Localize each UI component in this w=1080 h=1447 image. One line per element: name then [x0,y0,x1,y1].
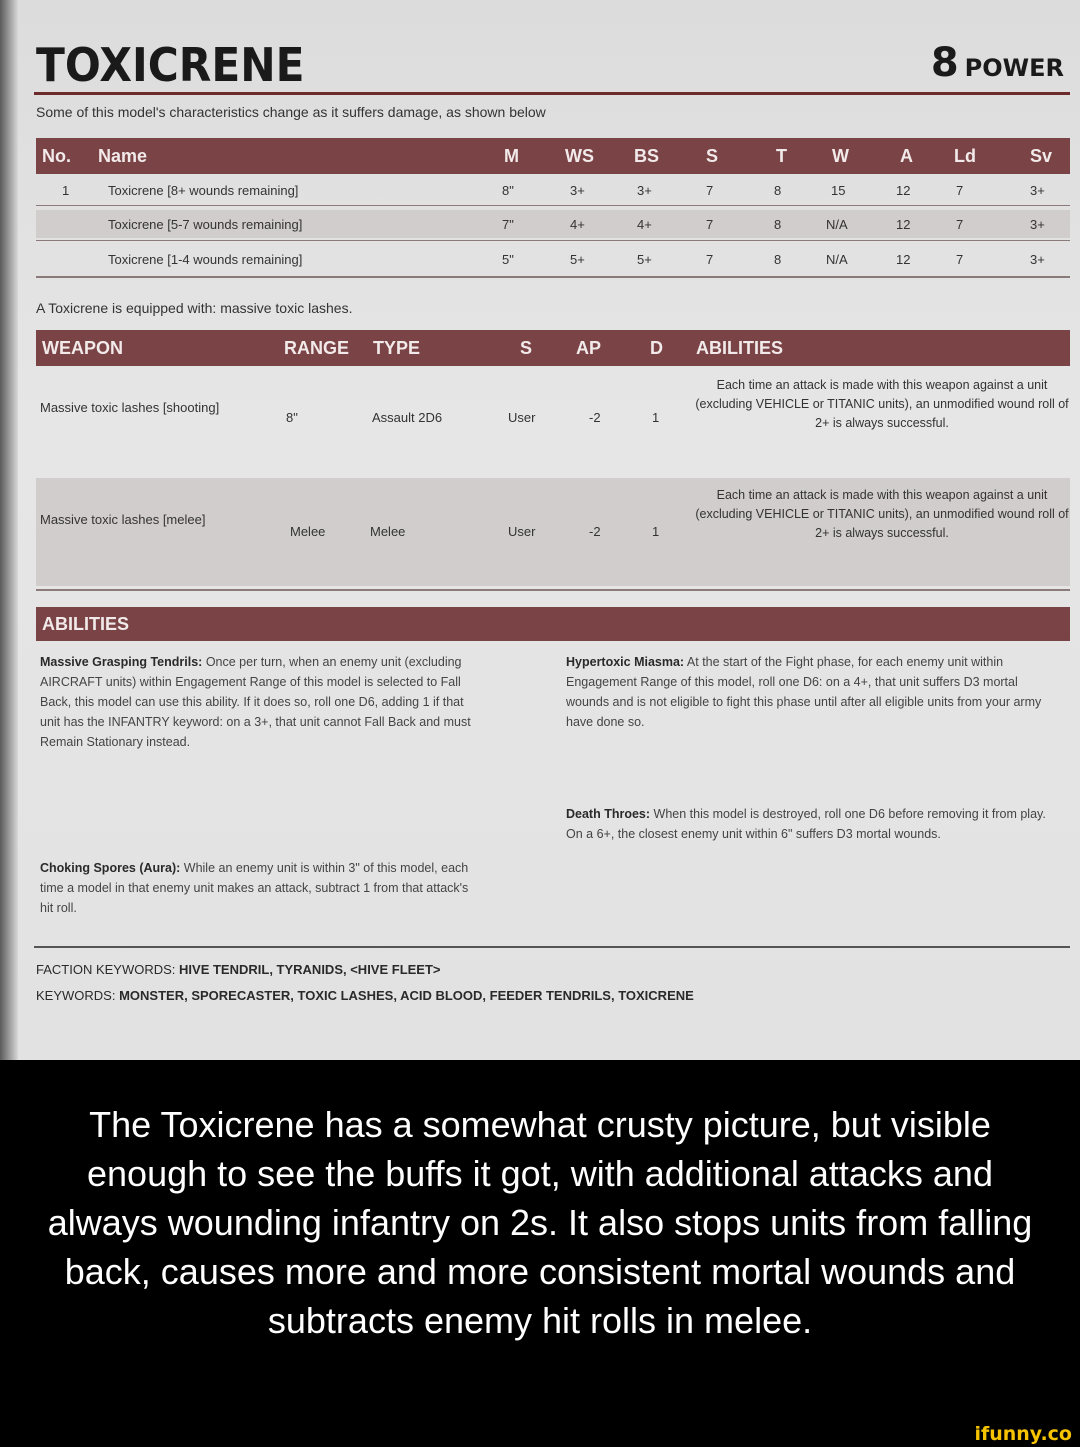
weapon-ap: -2 [589,410,601,425]
weapon-name: Massive toxic lashes [shooting] [40,400,220,415]
stat-w: N/A [826,217,848,232]
stat-bs: 4+ [637,217,652,232]
stat-s: 7 [706,217,714,232]
stat-sv: 3+ [1030,252,1045,267]
stat-m: 7" [502,217,514,232]
stat-header-bar [36,138,1070,174]
stat-header-ws: WS [565,146,594,166]
weapon-header-range: RANGE [284,338,350,358]
faction-keywords-value: HIVE TENDRIL, TYRANIDS, <HIVE FLEET> [179,962,441,977]
ability-text: At the start of the Fight phase, for each enemy unit within Engagement Range of this model, roll one D6: on a 4+, that unit suffers D3 mortal wounds and is not eligible to fight this phase until after all eligible units from your army have done so. [566,655,1042,729]
keywords [36,988,694,1003]
stat-header-a: A [900,146,913,166]
stat-header-s: S [706,146,719,166]
weapon-abilities: Each time an attack is made with this weapon against a unit (excluding VEHICLE or TITANIC units), an unmodified wound roll of 2+ is always successful. [695,378,1069,430]
stat-m: 5" [502,252,514,267]
ability-hypertoxic-miasma [566,652,1046,732]
ability-name: Hypertoxic Miasma: [566,655,685,669]
stat-a: 12 [896,183,911,198]
title-divider [34,92,1070,95]
stat-row [36,245,1070,273]
weapon-header-type: TYPE [373,338,421,358]
stat-row [36,210,1070,238]
stat-t: 8 [774,183,782,198]
stat-t: 8 [774,217,782,232]
ability-text: Once per turn, when an enemy unit (excluding AIRCRAFT units) within Engagement Range of this model is selected to Fall Back, this model can use this ability. If it does so, roll one D6, adding 1 if that unit has the INFANTRY keyword: on a 3+, that unit cannot Fall Back and must Remain Stationary instead. [40,655,471,749]
weapon-row [36,368,1070,476]
stat-ld: 7 [956,217,964,232]
weapon-abilities: Each time an attack is made with this weapon against a unit (excluding VEHICLE or TITANIC units), an unmodified wound roll of 2+ is always successful. [695,488,1069,540]
weapon-strength: User [508,524,536,539]
stat-header-sv: Sv [1030,146,1053,166]
stat-m: 8" [502,183,514,198]
abilities-header: ABILITIES [42,614,130,634]
stat-w: 15 [831,183,846,198]
stat-sv: 3+ [1030,183,1045,198]
row-divider [36,589,1070,591]
ability-text: When this model is destroyed, roll one D6 before removing it from play. On a 6+, the closest enemy unit within 6" suffers D3 mortal wounds. [566,807,1046,841]
weapon-header-s: S [520,338,533,358]
power-rating [931,40,1064,86]
stat-header-m: M [504,146,519,166]
stat-ld: 7 [956,183,964,198]
ability-name: Death Throes: [566,807,651,821]
stat-header-ld: Ld [954,146,976,166]
keywords-label: KEYWORDS: [36,988,116,1003]
weapon-row [36,478,1070,586]
weapon-header-ap: AP [576,338,602,358]
equipment-note: A Toxicrene is equipped with: massive toxic lashes. [36,300,353,316]
stat-name: Toxicrene [8+ wounds remaining] [108,183,299,198]
stat-sv: 3+ [1030,217,1045,232]
stat-a: 12 [896,217,911,232]
stat-bs: 5+ [637,252,652,267]
stat-s: 7 [706,252,714,267]
stat-header-no: No. [42,146,71,166]
weapon-type: Melee [370,524,406,539]
stat-bs: 3+ [637,183,652,198]
weapon-range: 8" [286,410,298,425]
stat-ws: 3+ [570,183,585,198]
ability-massive-grasping-tendrils [40,652,480,752]
weapon-range: Melee [290,524,326,539]
unit-title: TOXICRENE [36,38,305,92]
stat-header-name: Name [98,146,148,166]
weapon-type: Assault 2D6 [372,410,443,425]
stat-t: 8 [774,252,782,267]
row-divider [36,240,1070,241]
weapon-name: Massive toxic lashes [melee] [40,512,206,527]
stat-ws: 5+ [570,252,585,267]
damage-note: Some of this model's characteristics change as it suffers damage, as shown below [36,104,546,120]
weapon-damage: 1 [652,410,660,425]
stat-ws: 4+ [570,217,585,232]
ability-name: Massive Grasping Tendrils: [40,655,203,669]
keywords-divider [34,946,1070,948]
stat-row [36,176,1070,204]
abilities-header-bar [36,607,1070,641]
row-divider [36,276,1070,278]
stat-ld: 7 [956,252,964,267]
faction-keywords [36,962,441,977]
weapon-header-abilities: ABILITIES [696,338,784,358]
power-value: 8 [930,40,959,86]
power-label: POWER [964,54,1064,82]
ifunny-watermark: ifunny.co [974,1423,1072,1445]
stat-header-t: T [776,146,787,166]
weapon-damage: 1 [652,524,660,539]
stat-s: 7 [706,183,714,198]
card-torn-edge [0,0,18,1060]
ability-name: Choking Spores (Aura): [40,861,181,875]
weapon-header-d: D [650,338,663,358]
weapon-strength: User [508,410,536,425]
faction-keywords-label: FACTION KEYWORDS: [36,962,176,977]
stat-no: 1 [62,183,70,198]
stat-header-bs: BS [634,146,660,166]
ability-death-throes [566,804,1046,844]
ability-text: While an enemy unit is within 3" of this model, each time a model in that enemy unit makes an attack, subtract 1 from that attack's hit roll. [40,861,469,915]
stat-name: Toxicrene [5-7 wounds remaining] [108,217,303,232]
weapon-header-bar [36,330,1070,366]
stat-header-w: W [832,146,849,166]
ability-choking-spores [40,858,480,918]
row-divider [36,205,1070,206]
stat-name: Toxicrene [1-4 wounds remaining] [108,252,303,267]
keywords-value: MONSTER, SPORECASTER, TOXIC LASHES, ACID BLOOD, FEEDER TENDRILS, TOXICRENE [119,988,694,1003]
stat-w: N/A [826,252,848,267]
meme-caption: The Toxicrene has a somewhat crusty picture, but visible enough to see the buffs it got, with additional attacks and always wounding infantry on 2s. It also stops units from falling back, causes more and more consistent mortal wounds and subtracts enemy hit rolls in melee. [47,1104,1033,1341]
weapon-ap: -2 [589,524,601,539]
weapon-header-weapon: WEAPON [42,338,123,358]
stat-a: 12 [896,252,911,267]
